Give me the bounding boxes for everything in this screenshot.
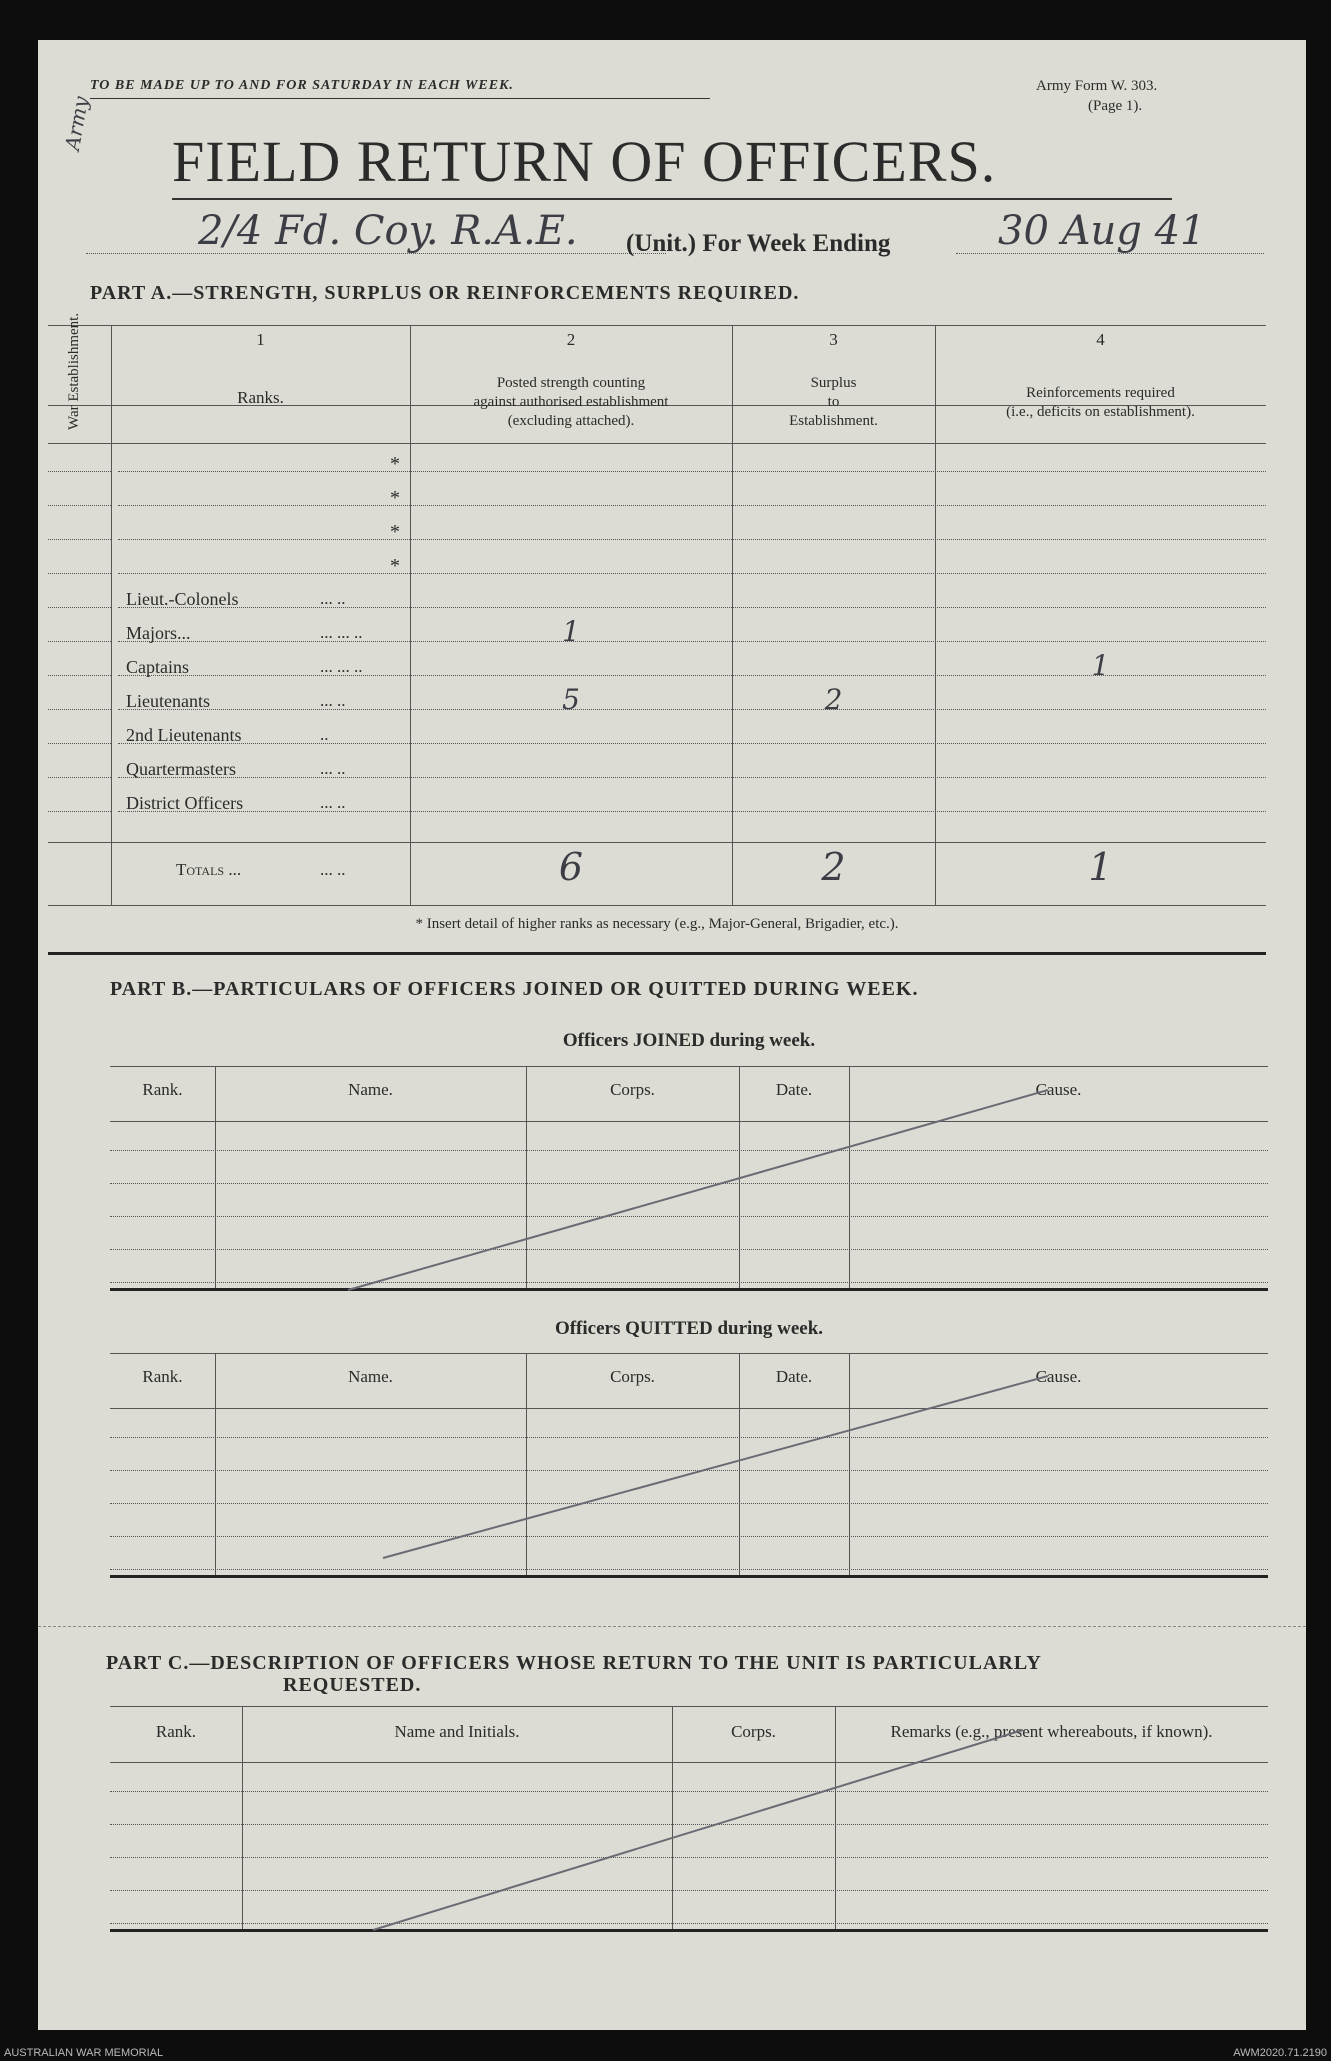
rank-label: District Officers [126,793,244,813]
rank-label: Quartermasters [126,759,236,779]
unit-label: (Unit.) For Week Ending [626,230,891,257]
part-c-heading: PART C.—DESCRIPTION OF OFFICERS WHOSE RETURN TO THE UNIT IS PARTICULARLY REQUESTED. [106,1652,1042,1696]
cancellation-strokes [38,40,1306,2030]
quitted-title: Officers QUITTED during week. [554,1318,824,1339]
partc-cancel-stroke [373,1730,1023,1930]
rank-label: Lieutenants [126,691,210,711]
posted-value: 1 [562,615,580,648]
part-b-heading: PART B.—PARTICULARS OF OFFICERS JOINED OR QUITTED DURING WEEK. [110,978,919,1000]
partc-col-header: Remarks (e.g., present whereabouts, if known). [890,1722,1213,1741]
totals-label: Totals ... [176,860,242,879]
rank-label: Captains [126,657,189,677]
reinforcements-value: 1 [1091,649,1110,682]
war-establishment-label: War Establishment. [66,312,82,430]
posted-value: 5 [562,683,580,716]
joined-title: Officers JOINED during week. [562,1030,816,1051]
quitted-col-header: Name. [348,1367,393,1386]
week-ending-value: 30 Aug 41 [998,208,1206,254]
partc-col-header: Name and Initials. [394,1722,520,1741]
asterisk-marker: * [390,555,400,577]
surplus-value: 2 [824,683,843,716]
joined-col-header: Name. [348,1080,393,1099]
rank-dots: ... .. [320,589,346,608]
quitted-col-header: Rank. [142,1367,183,1386]
rank-label: Lieut.-Colonels [126,589,239,609]
rank-dots: ... .. [320,793,346,812]
col-number-1: 1 [256,330,265,349]
quitted-col-header: Corps. [610,1367,655,1386]
quitted-col-header: Date. [775,1367,813,1386]
footer-right: AWM2020.71.2190 [1233,2047,1327,2059]
rank-dots: ... ... .. [320,657,363,676]
part-a-footnote: * Insert detail of higher ranks as necessary (e.g., Major-General, Brigadier, etc.). [415,916,899,932]
asterisk-marker: * [390,453,400,475]
footer-left: AUSTRALIAN WAR MEMORIAL [4,2047,164,2059]
col-number-4: 4 [1096,330,1105,349]
joined-cancel-stroke [348,1090,1048,1290]
rank-dots: ... .. [320,759,346,778]
totals-surplus: 2 [821,845,846,889]
margin-note: Army [60,94,94,153]
col-number-3: 3 [829,330,838,349]
col-header-ranks: Ranks. [237,388,284,407]
rank-label: 2nd Lieutenants [126,725,242,745]
col-number-2: 2 [566,330,576,349]
rank-dots: .. [320,725,329,744]
partc-col-header: Rank. [155,1722,197,1741]
part-a-heading: PART A.—STRENGTH, SURPLUS OR REINFORCEMENTS REQUIRED. [90,282,800,304]
unit-value: 2/4 Fd. Coy. R.A.E. [198,208,578,254]
totals-dots: ... .. [320,860,346,879]
joined-col-header: Date. [775,1080,813,1099]
joined-col-header: Rank. [142,1080,183,1099]
form-sheet [38,40,1306,2030]
joined-col-header: Cause. [1035,1080,1082,1099]
totals-reinforcements: 1 [1088,845,1113,889]
joined-col-header: Corps. [610,1080,655,1099]
rank-dots: ... ... .. [320,623,363,642]
col-header-reinforcements: Reinforcements required (i.e., deficits on establishment). [1006,385,1195,420]
rank-dots: ... .. [320,691,346,710]
col-header-surplus: Surplus to Establishment. [789,375,878,429]
totals-posted: 6 [558,845,584,889]
form-number: Army Form W. 303. [1036,78,1158,94]
quitted-col-header: Cause. [1035,1367,1082,1386]
asterisk-marker: * [390,521,400,543]
col-header-posted: Posted strength counting against authorised establishment (excluding attached). [473,375,669,429]
page-number: (Page 1). [1088,98,1143,114]
partc-col-header: Corps. [731,1722,776,1741]
asterisk-marker: * [390,487,400,509]
page-title: FIELD RETURN OF OFFICERS. [172,129,997,194]
rank-label: Majors... [126,623,191,643]
instruction-text: TO BE MADE UP TO AND FOR SATURDAY IN EACH WEEK. [90,78,514,93]
quitted-cancel-stroke [383,1376,1048,1558]
